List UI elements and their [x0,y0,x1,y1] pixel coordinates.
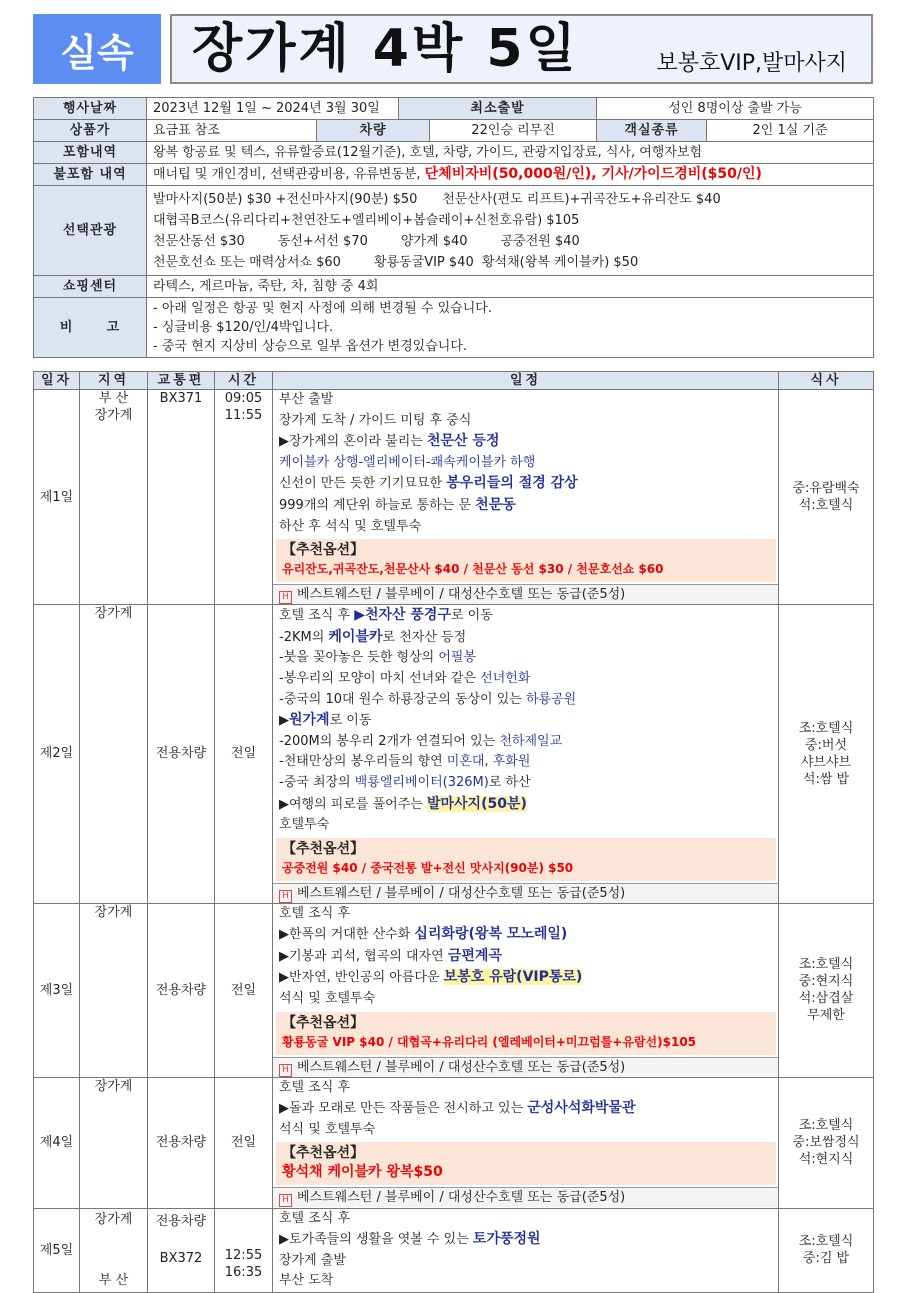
time-cell: 09:05 11:55 [215,390,273,605]
page-title: 장가계 4박 5일 [192,19,579,79]
schedule-cell: 호텔 조식 후 ▶돌과 모래로 만든 작품들은 전시하고 있는 군성사석화박물관 석식 및 호텔투숙 【추천옵션】 황석채 케이블카 왕복$50 H 베스트웨스턴 / 블루베이 / 대성산수호텔 또는 동급(준5성) [273,1077,779,1208]
time-cell: 전일 [215,605,273,904]
title-box [170,14,873,84]
day-row [34,903,874,1077]
hotel-line: H 베스트웨스턴 / 블루베이 / 대성산수호텔 또는 동급(준5성) [273,1057,778,1077]
transport-cell: 전용차량 BX372 [148,1208,215,1292]
note-list: - 아래 일정은 항공 및 현지 사정에 의해 변경될 수 있습니다. - 싱글비용 $120/인/4박입니다. - 중국 현지 지상비 상승으로 일부 옵션가 변경있습니다. [147,298,874,358]
exclude-label: 불포함 내역 [34,164,147,186]
col-transport: 교통편 [148,372,215,390]
col-day: 일자 [34,372,80,390]
meal-cell: 조:호텔식 중:김 밥 [779,1208,874,1292]
recommended-option: 【추천옵션】 유리잔도,귀곡잔도,천문산사 $40 / 천문산 동선 $30 / 천문호선쇼 $60 [276,539,776,582]
page-subtitle: 보봉호VIP,발마사지 [656,51,847,76]
vehicle-value: 22인승 리무진 [430,120,597,142]
meal-cell: 조:호텔식 중:버섯 샤브샤브 석:쌈 밥 [779,605,874,904]
include-value: 왕복 항공료 및 텍스, 유류할증료(12월기준), 호텔, 차량, 가이드, 관광지입장료, 식사, 여행자보험 [147,142,874,164]
region-cell: 장가계 부 산 [80,1208,148,1292]
period-label: 행사날짜 [34,98,147,120]
hotel-icon: H [279,890,292,903]
transport-cell: 전용차량 [148,903,215,1077]
region-cell: 장가계 [80,903,148,1077]
itinerary-table [33,371,874,1293]
day-label: 제2일 [34,605,80,904]
meal-cell: 중:유람백숙 석:호텔식 [779,390,874,605]
header [33,14,873,84]
room-label: 객실종류 [597,120,707,142]
product-badge: 실속 [33,14,161,84]
schedule-cell: 호텔 조식 후 ▶천자산 풍경구로 이동 -2KM의 케이블카로 천자산 등정 -붓을 꽂아놓은 듯한 형상의 어필봉 -봉우리의 모양이 마치 선녀와 같은 선녀헌화 -중국의 10대 원수 하룡장군의 동상이 있는 하룡공원 ▶원가계로 이동 -200M의 봉우리 2개가 연결되어 있는 천하제일교 -천태만상의 봉우리들의 향연 미혼대, 후화원 -중국 최장의 백룡엘리베이터(326M)로 하산 ▶여행의 피로를 풀어주는 발마사지(50분) 호텔투숙 【추천옵션】 공중전원 $40 / 중국전통 발+전신 맛사지(90분) $50 H 베스트웨스턴 / 블루베이 / 대성산수호텔 또는 동급(준5성) [273,605,779,904]
time-cell: 12:55 16:35 [215,1208,273,1292]
day-label: 제5일 [34,1208,80,1292]
hotel-line: H 베스트웨스턴 / 블루베이 / 대성산수호텔 또는 동급(준5성) [273,1187,778,1207]
transport-cell: BX371 [148,390,215,605]
exclude-value: 매너팁 및 개인경비, 선택관광비용, 유류변동분, 단체비자비(50,000원/인), 기사/가이드경비($50/인) [147,164,874,186]
hotel-icon: H [279,591,292,604]
hotel-icon: H [279,1194,292,1207]
meal-cell: 조:호텔식 중:보쌈정식 석:현지식 [779,1077,874,1208]
schedule-cell: 호텔 조식 후 ▶한폭의 거대한 산수화 십리화랑(왕복 모노레일) ▶기봉과 괴석, 협곡의 대자연 금편계곡 ▶반자연, 반인공의 아름다운 보봉호 유람(VIP통로) 석식 및 호텔투숙 【추천옵션】 황룡동굴 VIP $40 / 대협곡+유리다리 (엘레베이터+미끄럼틀+유람선)$105 H 베스트웨스턴 / 블루베이 / 대성산수호텔 또는 동급(준5성) [273,903,779,1077]
region-cell: 부 산 장가계 [80,390,148,605]
day-row [34,605,874,904]
time-cell: 전일 [215,903,273,1077]
schedule-cell: 부산 출발 장가계 도착 / 가이드 미팅 후 중식 ▶장가계의 혼이라 불리는 천문산 등정 케이블카 상행-엘리베이터-쾌속케이블카 하행 신선이 만든 듯한 기기묘묘한 봉우리들의 절경 감상 999개의 계단위 하늘로 통하는 문 천문동 하산 후 석식 및 호텔투숙 【추천옵션】 유리잔도,귀곡잔도,천문산사 $40 / 천문산 동선 $30 / 천문호선쇼 $60 H 베스트웨스턴 / 블루베이 / 대성산수호텔 또는 동급(준5성) [273,390,779,605]
recommended-option: 【추천옵션】 황석채 케이블카 왕복$50 [276,1142,776,1185]
optional-list: 발마사지(50분) $30 +전신마사지(90분) $50 천문산사(편도 리프트)+귀곡잔도+유리잔도 $40 대협곡B코스(유리다리+천연잔도+엘리베이+봅슬레이+신천호유람) $105 천문산동선 $30 동선+서선 $70 양가계 $40 공중전원 $40 천문호선쇼 또는 매력상서쇼 $60 황룡동굴VIP $40 황석채(왕복 케이블카) $50 [147,186,874,276]
hotel-line: H 베스트웨스턴 / 블루베이 / 대성산수호텔 또는 동급(준5성) [273,883,778,903]
price-label: 상품가 [34,120,147,142]
note-label: 비 고 [34,298,147,358]
schedule-cell: 호텔 조식 후 ▶토가족들의 생활을 엿볼 수 있는 토가풍정원 장가계 출발 부산 도착 [273,1208,779,1292]
day-row [34,1077,874,1208]
meal-cell: 조:호텔식 중:현지식 석:삼겹살 무제한 [779,903,874,1077]
col-region: 지역 [80,372,148,390]
room-value: 2인 1실 기준 [707,120,874,142]
transport-cell: 전용차량 [148,605,215,904]
optional-label: 선택관광 [34,186,147,276]
vehicle-label: 차량 [317,120,430,142]
region-cell: 장가계 [80,605,148,904]
day-row [34,1208,874,1292]
shop-value: 라텍스, 게르마늄, 죽탄, 차, 침향 중 4회 [147,276,874,298]
include-label: 포함내역 [34,142,147,164]
time-cell: 전일 [215,1077,273,1208]
day-label: 제1일 [34,390,80,605]
col-schedule: 일정 [273,372,779,390]
hotel-line: H 베스트웨스턴 / 블루베이 / 대성산수호텔 또는 동급(준5성) [273,584,778,604]
period-value: 2023년 12월 1일 ~ 2024년 3월 30일 [147,98,399,120]
price-value: 요금표 참조 [147,120,317,142]
day-row [34,390,874,605]
recommended-option: 【추천옵션】 공중전원 $40 / 중국전통 발+전신 맛사지(90분) $50 [276,838,776,881]
shop-label: 쇼핑센터 [34,276,147,298]
region-cell: 장가계 [80,1077,148,1208]
hotel-icon: H [279,1064,292,1077]
min-label: 최소출발 [399,98,597,120]
day-label: 제3일 [34,903,80,1077]
info-table [33,97,874,358]
transport-cell: 전용차량 [148,1077,215,1208]
col-time: 시간 [215,372,273,390]
min-value: 성인 8명이상 출발 가능 [597,98,874,120]
day-label: 제4일 [34,1077,80,1208]
recommended-option: 【추천옵션】 황룡동굴 VIP $40 / 대협곡+유리다리 (엘레베이터+미끄럼틀+유람선)$105 [276,1012,776,1055]
col-meal: 식사 [779,372,874,390]
